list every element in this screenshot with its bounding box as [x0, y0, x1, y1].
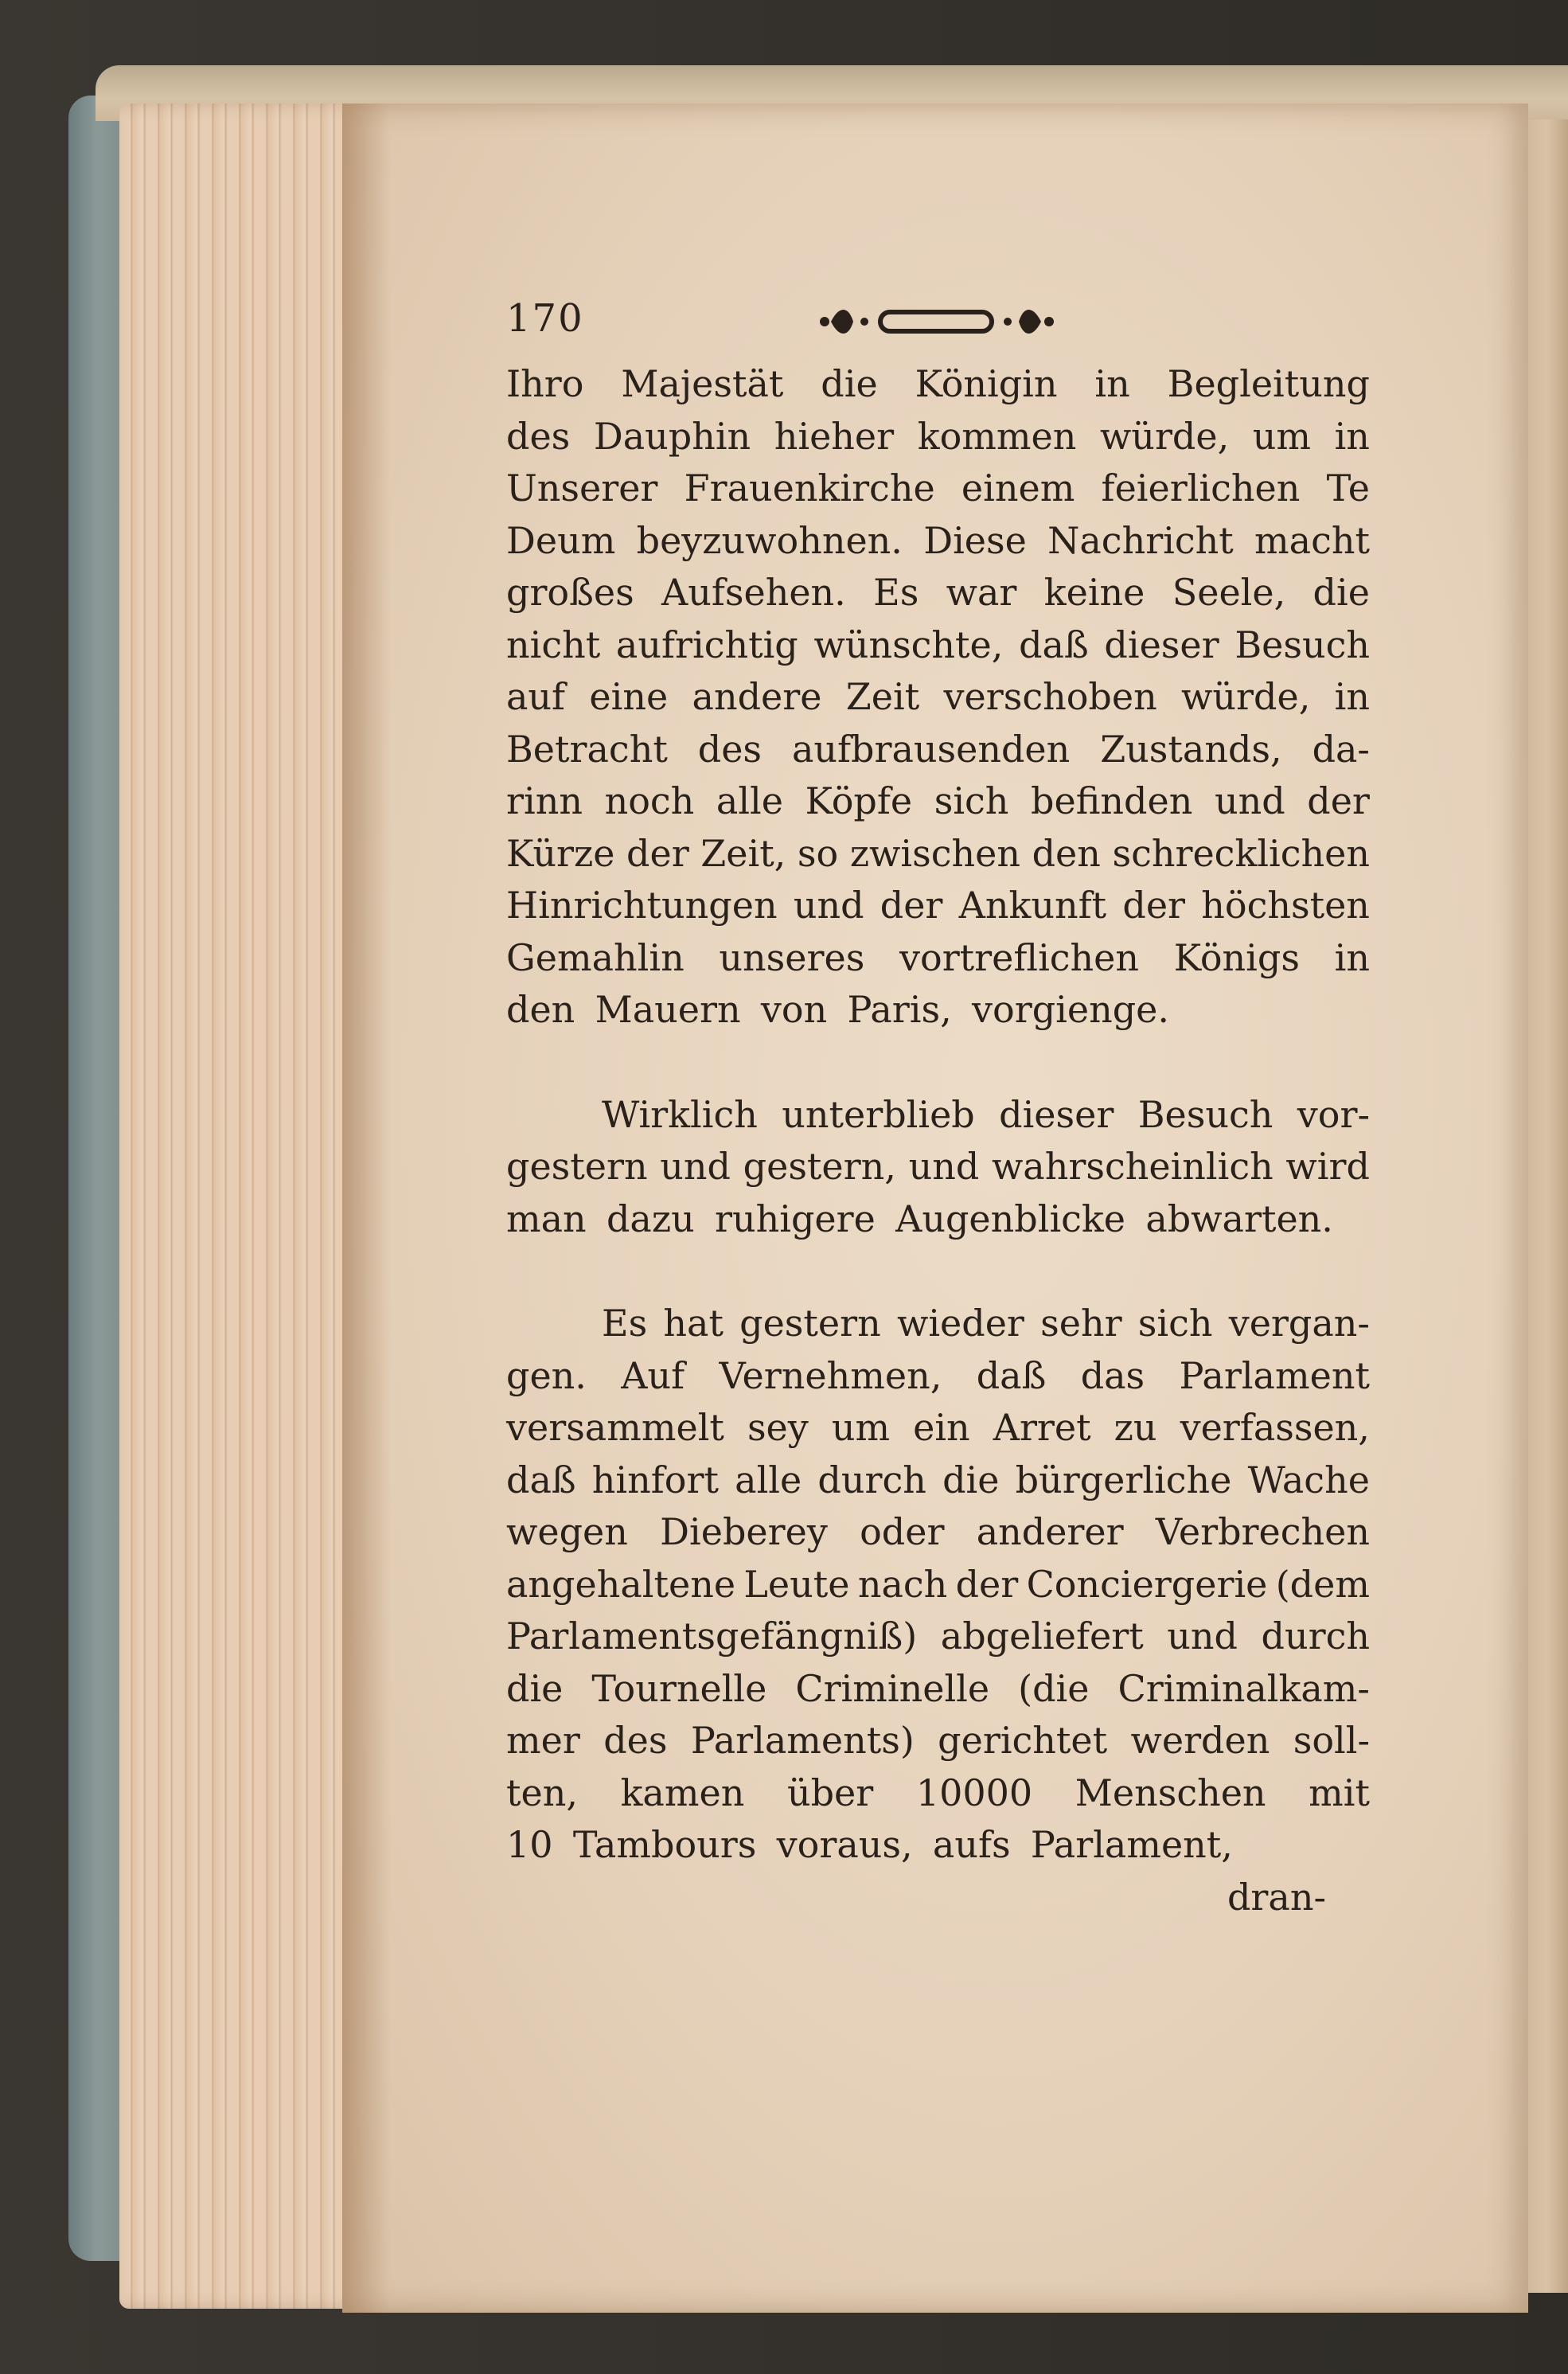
page-number: 170: [506, 296, 584, 341]
paragraph-gap: [506, 1037, 1370, 1089]
text-line: Parlamentsgefängniß) abgeliefert und durch: [506, 1615, 1370, 1658]
text-line: des Dauphin hieher kommen würde, um in: [506, 414, 1370, 458]
text-line: die Tournelle Criminelle (die Criminalkam-: [506, 1666, 1370, 1710]
catchword: dran-: [1227, 1875, 1326, 1919]
text-line: gen. Auf Vernehmen, daß das Parlament: [506, 1353, 1370, 1397]
text-line: ten, kamen über 10000 Menschen mit: [506, 1771, 1370, 1814]
text-line: Ihro Majestät die Königin in Begleitung: [506, 362, 1370, 405]
page-body: [506, 358, 1370, 1872]
text-line: Hinrichtungen und der Ankunft der höchsten: [506, 884, 1370, 927]
paragraph: [506, 1298, 1370, 1872]
text-line: versammelt sey um ein Arret zu verfassen,: [506, 1406, 1370, 1449]
text-line: auf eine andere Zeit verschoben würde, in: [506, 675, 1370, 718]
text-line: daß hinfort alle durch die bürgerliche Wache: [506, 1458, 1370, 1501]
text-line: rinn noch alle Köpfe sich befinden und der: [506, 779, 1370, 822]
page-gutter-shadow: [342, 103, 390, 2313]
text-line: Gemahlin unseres vortreflichen Königs in: [506, 935, 1370, 979]
text-line: Unserer Frauenkirche einem feierlichen Te: [506, 467, 1370, 510]
text-line: Betracht des aufbrausenden Zustands, da-: [506, 727, 1370, 771]
text-line: Deum beyzuwohnen. Diese Nachricht macht: [506, 518, 1370, 562]
printers-ornament-icon: [817, 298, 1055, 346]
text-line: den Mauern von Paris, vorgienge.: [506, 988, 1170, 1031]
text-line: wegen Dieberey oder anderer Verbrechen: [506, 1510, 1370, 1553]
text-line: nicht aufrichtig wünschte, daß dieser Besuch: [506, 623, 1370, 666]
text-line: man dazu ruhigere Augenblicke abwarten.: [506, 1197, 1333, 1240]
paragraph-gap: [506, 1245, 1370, 1298]
text-line: großes Aufsehen. Es war keine Seele, die: [506, 571, 1370, 614]
page-text-block: [506, 287, 1370, 1923]
text-line: angehaltene Leute nach der Conciergerie (dem: [506, 1562, 1370, 1606]
text-line: Kürze der Zeit, so zwischen den schrecklichen: [506, 831, 1370, 875]
paragraph: [506, 358, 1370, 1037]
text-line: mer des Parlaments) gerichtet werden soll-: [506, 1719, 1370, 1762]
text-line: Wirklich unterblieb dieser Besuch vor-: [602, 1092, 1370, 1136]
text-line: gestern und gestern, und wahrscheinlich wird: [506, 1145, 1370, 1188]
text-line: 10 Tambours voraus, aufs Parlament,: [506, 1823, 1233, 1866]
paragraph: [506, 1089, 1370, 1246]
page-header: [506, 287, 1370, 358]
text-line: Es hat gestern wieder sehr sich vergan-: [602, 1302, 1370, 1345]
